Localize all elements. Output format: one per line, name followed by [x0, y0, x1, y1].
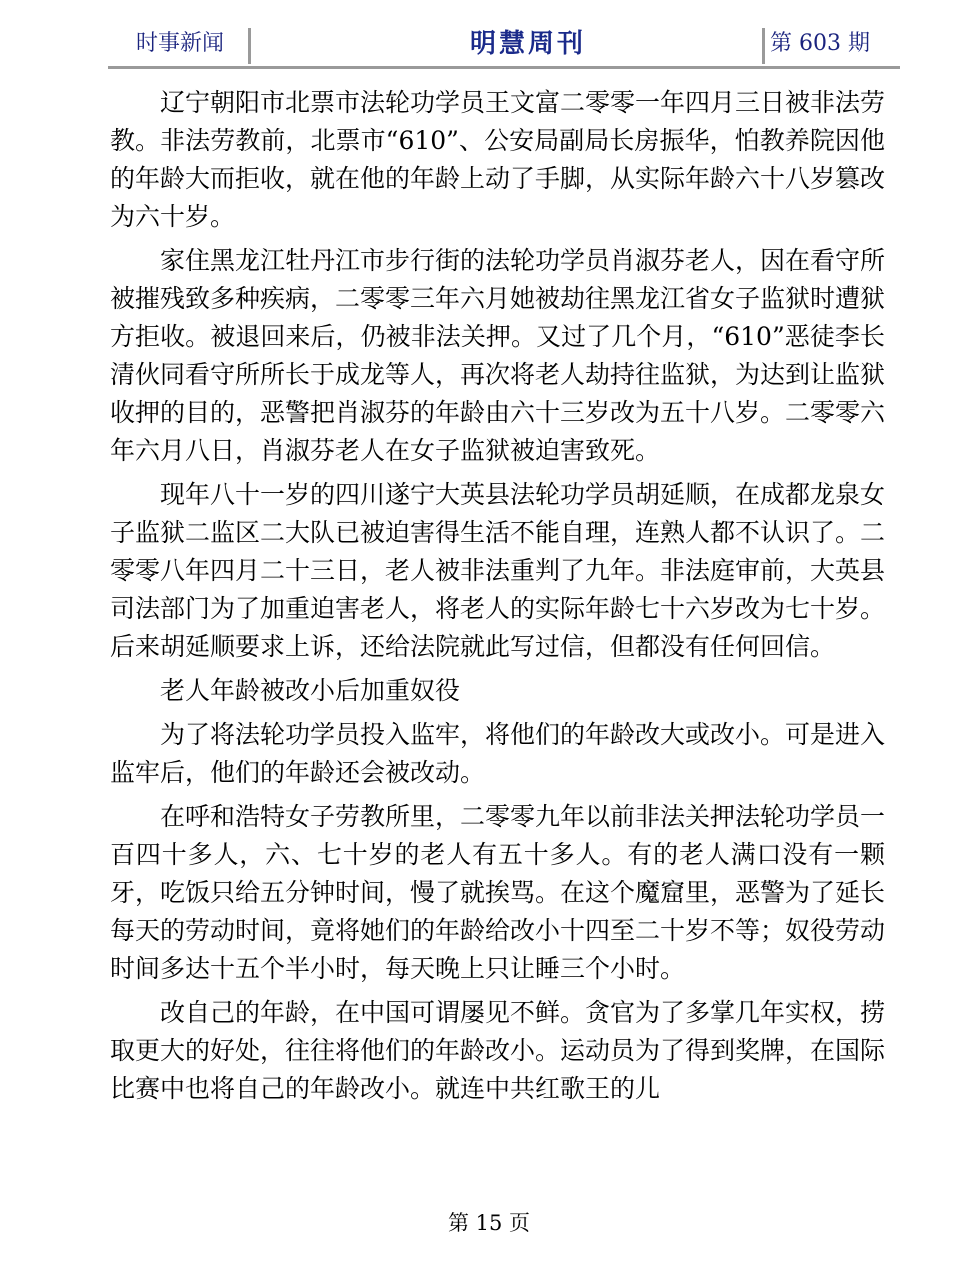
paragraph: 家住黑龙江牡丹江市步行街的法轮功学员肖淑芬老人，因在看守所被摧残致多种疾病，二零零三年六月她被劫往黑龙江省女子监狱时遭狱方拒收。被退回来后，仍被非法关押。又过了几个月，“610”恶徒李长清伙同看守所所长于成龙等人，再次将老人劫持往监狱，为达到让监狱收押的目的，恶警把肖淑芬的年龄由六十三岁改为五十八岁。二零零六年六月八日，肖淑芬老人在女子监狱被迫害致死。	[110, 246, 886, 465]
paragraph: 在呼和浩特女子劳教所里，二零零九年以前非法关押法轮功学员一百四十多人，六、七十岁的老人有五十多人。有的老人满口没有一颗牙，吃饭只给五分钟时间，慢了就挨骂。在这个魔窟里，恶警为了延长每天的劳动时间，竟将她们的年龄给改小十四至二十岁不等；奴役劳动时间多达十五个半小时，每天晚上只让睡三个小时。	[110, 802, 886, 983]
page-header	[108, 22, 900, 68]
issue-number: 第 603 期	[770, 31, 870, 56]
header-divider	[248, 28, 251, 64]
header-section-label: 时事新闻	[136, 31, 225, 56]
section-subheading: 老人年龄被改小后加重奴役	[160, 676, 461, 705]
header-divider	[762, 28, 765, 64]
paragraph: 辽宁朝阳市北票市法轮功学员王文富二零零一年四月三日被非法劳教。非法劳教前，北票市“610”、公安局副局长房振华，怕教养院因他的年龄大而拒收，就在他的年龄上动了手脚，从实际年龄六十八岁篡改为六十岁。	[110, 88, 886, 231]
paragraph: 改自己的年龄，在中国可谓屡见不鲜。贪官为了多掌几年实权，捞取更大的好处，往往将他们的年龄改小。运动员为了得到奖牌，在国际比赛中也将自己的年龄改小。就连中共红歌王的儿	[110, 998, 886, 1103]
publication-title: 明慧周刊	[469, 29, 586, 59]
paragraph: 为了将法轮功学员投入监牢，将他们的年龄改大或改小。可是进入监牢后，他们的年龄还会被改动。	[110, 720, 886, 787]
paragraph: 现年八十一岁的四川遂宁大英县法轮功学员胡延顺，在成都龙泉女子监狱二监区二大队已被迫害得生活不能自理，连熟人都不认识了。二零零八年四月二十三日，老人被非法重判了九年。非法庭审前，大英县司法部门为了加重迫害老人，将老人的实际年龄七十六岁改为七十岁。后来胡延顺要求上诉，还给法院就此写过信，但都没有任何回信。	[110, 480, 886, 661]
page-number: 第 15 页	[447, 1211, 531, 1235]
header-rule	[108, 66, 900, 69]
article-body	[110, 84, 885, 1114]
